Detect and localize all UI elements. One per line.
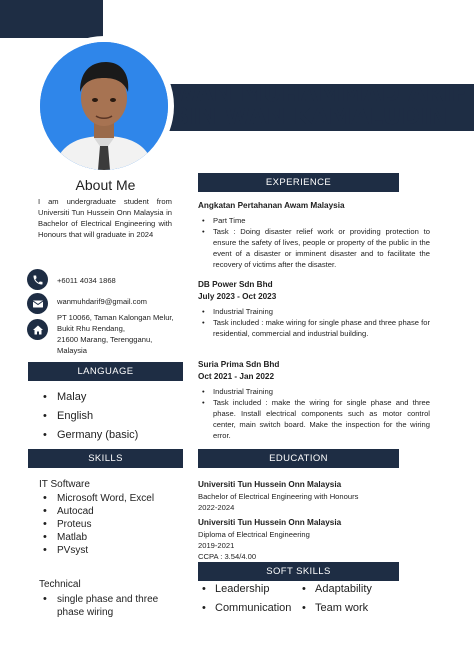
job-entry (198, 200, 430, 270)
skill-item: • Autocad (40, 505, 180, 518)
job-bullet: • Industrial Training (198, 386, 430, 397)
soft-skill-item: • Leadership (198, 583, 298, 596)
language-item: • English (40, 407, 180, 426)
skill-item: • single phase and three phase wiring (40, 593, 180, 619)
soft-skills-list (198, 583, 398, 615)
email-address: wanmuhdarif9@gmail.com (57, 297, 148, 306)
skill-item: • PVsyst (40, 544, 180, 557)
education-detail: Bachelor of Electrical Engineering with Honours (198, 492, 359, 501)
education-detail: Diploma of Electrical Engineering (198, 530, 310, 539)
skill-item: • Proteus (40, 518, 180, 531)
education-detail: 2022-2024 (198, 503, 235, 512)
job-bullets (198, 386, 430, 441)
skills-section-header: SKILLS (28, 449, 183, 468)
technical-title: Technical (39, 579, 81, 590)
address-line: 21600 Marang, Terengganu, (57, 335, 153, 344)
soft-skill-item: • Adaptability (298, 583, 398, 596)
candidate-name (172, 83, 472, 129)
name-line-2: BIN WAN KAMALUDIN (172, 104, 448, 130)
phone-icon (27, 269, 48, 290)
education-entry (198, 517, 430, 562)
job-bullet: • Task : Doing disaster relief work or providing protection to ensure the safety of lives, people or property of the public in the event of a disaster or imminent disaster and to facilitate the recovery of victims after the disaster. (198, 226, 430, 270)
home-address (57, 312, 174, 356)
job-period: Oct 2021 - Jan 2022 (198, 372, 275, 381)
language-list (40, 388, 180, 445)
language-item: • Malay (40, 388, 180, 407)
education-entry (198, 479, 430, 513)
about-text: I am undergraduate student from Universiti Tun Hussein Onn Malaysia in Bachelor of Electrical Engineering with Honours that will graduate in 2024 (38, 197, 172, 239)
home-icon (27, 319, 48, 340)
job-entry (198, 279, 430, 339)
name-line-1: WAN MUHAMMAD ARIF (172, 81, 468, 107)
it-software-title: IT Software (39, 479, 90, 490)
person-portrait-icon (40, 42, 168, 170)
language-section-header: LANGUAGE (28, 362, 183, 381)
job-bullet: • Industrial Training (198, 306, 430, 317)
job-company: Angkatan Pertahanan Awam Malaysia (198, 201, 345, 210)
education-school: Universiti Tun Hussein Onn Malaysia (198, 480, 342, 489)
job-period: July 2023 - Oct 2023 (198, 292, 277, 301)
education-detail: CCPA : 3.54/4.00 (198, 552, 257, 561)
education-detail: 2019-2021 (198, 541, 235, 550)
job-bullet: • Part Time (198, 215, 430, 226)
technical-list (40, 593, 180, 619)
phone-number: +6011 4034 1868 (57, 276, 116, 285)
address-line: Malaysia (57, 346, 87, 355)
experience-section-header: EXPERIENCE (198, 173, 399, 192)
job-company: DB Power Sdn Bhd (198, 280, 273, 289)
education-section-header: EDUCATION (198, 449, 399, 468)
soft-skill-item: • Team work (298, 602, 398, 615)
header-accent-block (0, 0, 103, 38)
education-school: Universiti Tun Hussein Onn Malaysia (198, 518, 342, 527)
soft-skill-item: • Communication (198, 602, 298, 615)
soft-skills-section-header: SOFT SKILLS (198, 562, 399, 581)
job-entry (198, 359, 430, 441)
profile-photo (40, 42, 168, 170)
address-line: Bukit Rhu Rendang, (57, 324, 125, 333)
job-company: Suria Prima Sdn Bhd (198, 360, 280, 369)
language-item: • Germany (basic) (40, 426, 180, 445)
about-title: About Me (75, 177, 136, 193)
skill-item: • Microsoft Word, Excel (40, 492, 180, 505)
job-bullets (198, 215, 430, 270)
email-icon (27, 293, 48, 314)
job-bullets (198, 306, 430, 339)
job-bullet: • Task included : make wiring for single phase and three phase for residential, commercial and industrial building. (198, 317, 430, 339)
address-line: PT 10066, Taman Kalongan Melur, (57, 313, 174, 322)
skill-item: • Matlab (40, 531, 180, 544)
job-bullet: • Task included : make the wiring for single phase and three phase. Install electrical components such as motor control center, main switch board. Make the inspection for the wiring error. (198, 397, 430, 441)
it-software-list (40, 492, 180, 557)
